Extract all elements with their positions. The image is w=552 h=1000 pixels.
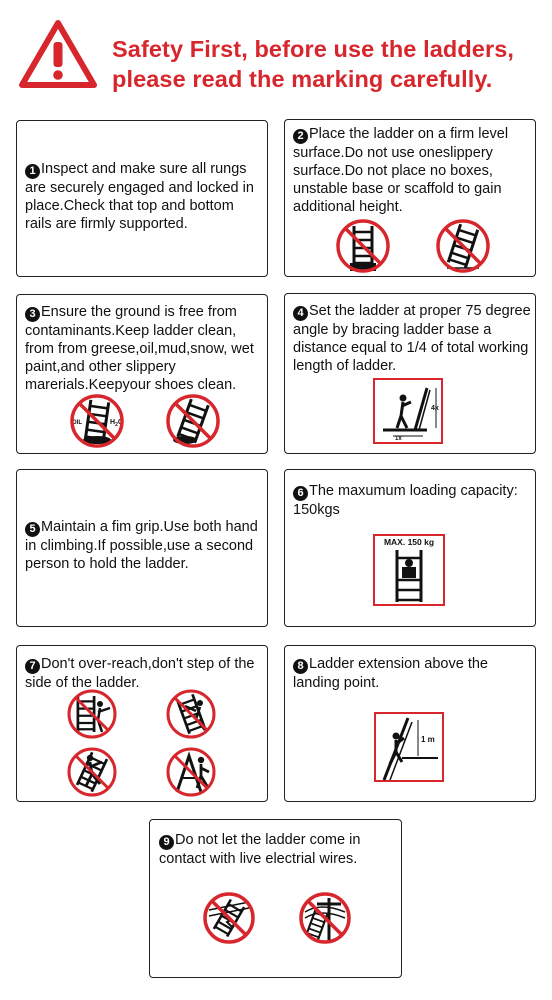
oil-label: OIL — [72, 420, 82, 426]
step-number-badge: 3 — [25, 307, 40, 322]
no-side-step-icon — [65, 746, 119, 798]
no-boxes-icon — [333, 218, 393, 274]
instruction-text: The maxumum loading capacity: 150kgs — [293, 483, 518, 518]
title-line-2: please read the marking carefully. — [112, 66, 493, 92]
no-power-lines-icon — [201, 890, 257, 946]
instruction-text: Place the ladder on a firm level surface.Do not use oneslippery surface.Do not place no boxes, unstable base or scaffold to gain additional height. — [293, 126, 509, 215]
step-number-badge: 7 — [25, 659, 40, 674]
instruction-text: Inspect and make sure all rungs are securely engaged and locked in place.Check that top and bottom rails are firmly supported. — [25, 161, 254, 232]
step-number-badge: 4 — [293, 306, 308, 321]
instruction-card-2 — [284, 119, 536, 277]
max-load-diagram — [373, 534, 445, 606]
instruction-text: Ensure the ground is free from contaminants.Keep ladder clean, from from greese,oil,mud,snow, wet paint,and other slippery marerials.Keepyour shoes clean. — [25, 304, 254, 393]
ladder-angle-diagram — [373, 378, 443, 444]
instruction-card-9 — [149, 819, 402, 978]
no-overreach-icon — [65, 688, 119, 740]
no-mud-icon — [164, 393, 222, 449]
no-step-stepladder-side-icon — [164, 746, 218, 798]
title-line-1: Safety First, before use the ladders, — [112, 36, 515, 62]
instruction-text: Do not let the ladder come in contact with live electrial wires. — [159, 832, 361, 867]
instruction-card-7 — [16, 645, 268, 802]
instruction-text: Don't over-reach,don't step of the side of the ladder. — [25, 656, 255, 691]
instruction-text: Ladder extension above the landing point. — [293, 656, 488, 691]
base-label: 1x — [395, 436, 402, 442]
height-label: 4x — [431, 405, 439, 412]
instruction-card-8 — [284, 645, 536, 802]
instruction-card-1 — [16, 120, 268, 277]
header — [0, 0, 552, 110]
step-number-badge: 8 — [293, 659, 308, 674]
instruction-text: Maintain a fim grip.Use both hand in climbing.If possible,use a second person to hold the ladder. — [25, 519, 258, 572]
no-utility-pole-icon — [297, 890, 353, 946]
step-number-badge: 5 — [25, 522, 40, 537]
instruction-card-5 — [16, 469, 268, 627]
instruction-card-6 — [284, 469, 536, 627]
step-number-badge: 1 — [25, 164, 40, 179]
ladder-extension-diagram — [374, 712, 444, 782]
svg-text:H2O: $H_2O$ — [110, 419, 124, 428]
page-title — [112, 34, 552, 94]
instruction-card-3 — [16, 294, 268, 454]
step-number-badge: 6 — [293, 486, 308, 501]
no-side-lean-icon — [164, 688, 218, 740]
no-slippery-surface-icon — [433, 218, 493, 274]
no-oil-water-icon — [68, 393, 126, 449]
step-number-badge: 9 — [159, 835, 174, 850]
max-load-label: MAX. 150 kg — [383, 537, 435, 547]
water-label: H — [110, 419, 116, 426]
instruction-card-4 — [284, 293, 536, 454]
extension-label: 1 m — [421, 735, 435, 744]
step-number-badge: 2 — [293, 129, 308, 144]
warning-icon — [18, 18, 98, 90]
instruction-text: Set the ladder at proper 75 degree angle by bracing ladder base a distance equal to 1/4 of total working length of ladder. — [293, 303, 531, 374]
